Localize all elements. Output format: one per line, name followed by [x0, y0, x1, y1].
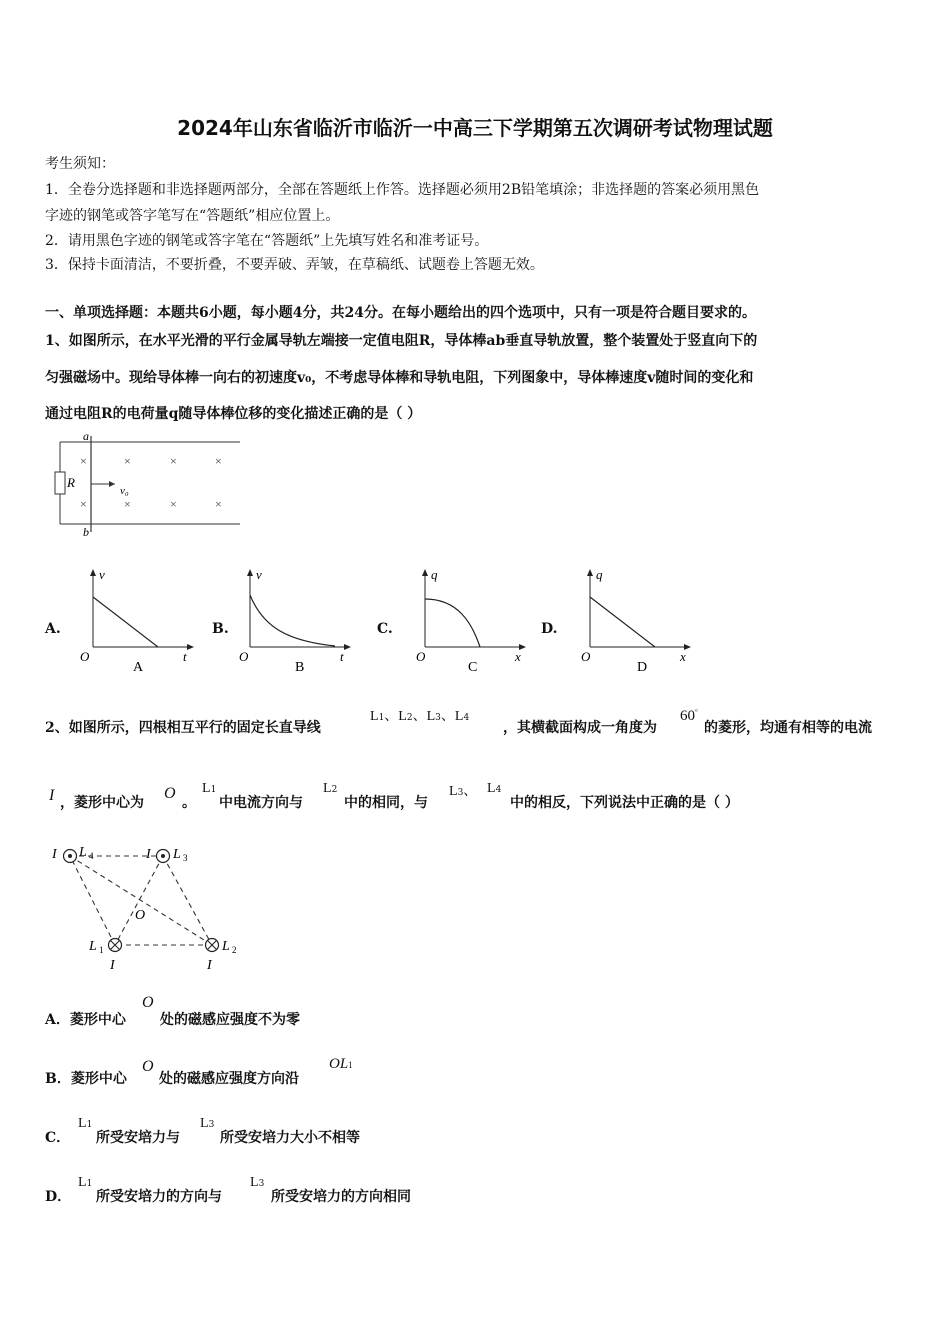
wire-label: L	[79, 845, 87, 860]
graph-curve	[250, 595, 335, 646]
wire-label-sub: 2	[232, 945, 237, 955]
wire-sub: 1	[86, 1120, 93, 1130]
direction-sub: 1	[348, 1060, 353, 1070]
q2-option-c: C．	[45, 1130, 71, 1146]
q1-option-a-letter: A.	[45, 621, 61, 637]
q2-line-2e: 中的相反，下列说法中正确的是（ ）	[510, 795, 739, 811]
graph-y-label: q	[596, 567, 603, 582]
rod-end-a: a	[83, 429, 89, 443]
field-cross: ×	[170, 454, 177, 468]
rhombus-diagonal	[70, 856, 212, 945]
rhombus-edge	[163, 856, 212, 945]
option-a-center-symbol: O	[142, 994, 154, 1011]
separator: 、	[384, 708, 399, 724]
graph-y-label: q	[431, 567, 438, 582]
angle-value	[680, 708, 698, 725]
q2-line-1a: 2、如图所示，四根相互平行的固定长直导线	[45, 720, 321, 736]
option-c-l3	[200, 1115, 214, 1132]
notice-item-1b: 字迹的钢笔或答字笔写在“答题纸”相应位置上。	[45, 208, 340, 224]
resistor-label: R	[67, 475, 75, 490]
wire-symbol: L	[78, 1175, 87, 1190]
option-b-direction	[329, 1056, 353, 1073]
notice-item-1a: 1．全卷分选择题和非选择题两部分，全部在答题纸上作答。选择题必须用2B铅笔填涂；非选择题的答案必须用黑色	[45, 182, 760, 198]
graph-origin: O	[80, 649, 90, 664]
graph-origin: O	[581, 649, 591, 664]
notice-heading: 考生须知：	[45, 156, 115, 172]
q2-line-2a: ，菱形中心为	[60, 795, 144, 811]
wire-l3-marker	[157, 850, 170, 863]
option-d-text-3: 所受安培力的方向相同	[271, 1189, 411, 1205]
resistor	[55, 472, 65, 494]
current-label: I	[146, 847, 151, 862]
wire-symbol: L	[449, 784, 458, 799]
q1-option-c-graph	[404, 565, 534, 680]
wire-l4: L	[454, 709, 464, 724]
option-b-text-1: B．菱形中心	[45, 1071, 127, 1087]
wire-l4-sub: 4	[463, 713, 470, 723]
option-c-text-2: 所受安培力与	[96, 1130, 180, 1146]
q1-line-2: 匀强磁场中。现给导体棒一向右的初速度v₀，不考虑导体棒和导轨电阻，下列图象中，导体棒速度v随时间的变化和	[45, 370, 754, 386]
wire-l4-marker	[64, 850, 77, 863]
wire-sub: 1	[210, 785, 217, 795]
graph-curve	[425, 599, 480, 647]
ref-l4	[487, 780, 501, 797]
graph-y-label: v	[99, 567, 105, 582]
wire-symbol: L	[200, 1116, 209, 1131]
wire-symbol: L	[250, 1175, 259, 1190]
option-d-l3	[250, 1174, 264, 1191]
wire-sub: 3	[258, 1179, 265, 1189]
direction-symbol: OL	[329, 1056, 349, 1072]
wire-label-sub: 3	[183, 853, 188, 863]
option-d-l1	[78, 1174, 92, 1191]
field-cross: ×	[170, 497, 177, 511]
graph-x-label: x	[515, 649, 521, 664]
q1-option-d-graph	[569, 565, 699, 680]
graph-x-label: x	[680, 649, 686, 664]
field-cross: ×	[124, 497, 131, 511]
wire-sub: 1	[86, 1179, 93, 1189]
notice-item-2: 2．请用黑色字迹的钢笔或答字笔在“答题纸”上先填写姓名和准考证号。	[45, 233, 489, 249]
graph-caption: A	[133, 660, 144, 675]
option-c-text-3: 所受安培力大小不相等	[220, 1130, 360, 1146]
q2-line-1c: 的菱形，均通有相等的电流	[704, 720, 872, 736]
wire-label: L	[222, 939, 230, 954]
velocity-label: v₀	[120, 485, 129, 497]
magnetic-field-marks	[80, 454, 222, 511]
q2-option-b	[45, 1068, 127, 1088]
angle-number: 60	[680, 708, 695, 724]
wire-l3-sub: 3	[435, 713, 441, 723]
wire-sub: 2	[331, 785, 338, 795]
q2-line-2c: 中电流方向与	[219, 795, 303, 811]
wire-sub: 3	[208, 1120, 215, 1130]
graph-y-label: v	[256, 567, 262, 582]
notice-item-3: 3．保持卡面清洁，不要折叠，不要弄破、弄皱，在草稿纸、试题卷上答题无效。	[45, 257, 544, 273]
wire-l2-marker	[206, 939, 219, 952]
current-label: I	[207, 958, 212, 973]
separator: 、	[463, 783, 478, 799]
wire-label: L	[173, 847, 181, 862]
center-symbol: O	[164, 785, 176, 802]
graph-x-label: t	[340, 649, 344, 664]
option-b-center-symbol: O	[142, 1058, 154, 1075]
wire-l2: L	[398, 709, 407, 724]
wire-label: L	[89, 939, 97, 954]
q2-line-1b: ，其横截面构成一角度为	[503, 720, 657, 736]
separator: 、	[412, 708, 427, 724]
graph-x-label: t	[183, 649, 187, 664]
wire-sub: 3	[457, 788, 464, 798]
field-cross: ×	[80, 497, 87, 511]
q1-line-3: 通过电阻R的电荷量q随导体棒位移的变化描述正确的是（ ）	[45, 406, 422, 422]
option-a-text-2: 处的磁感应强度不为零	[160, 1012, 300, 1028]
current-symbol: I	[49, 787, 55, 804]
q1-option-c-letter: C.	[377, 621, 393, 637]
wire-l1-sub: 1	[378, 713, 385, 723]
graph-caption: B	[295, 660, 305, 675]
q1-circuit-figure	[45, 428, 255, 543]
field-cross: ×	[80, 454, 87, 468]
wire-symbol: L	[323, 781, 332, 796]
option-a-text-1: A．菱形中心	[45, 1012, 126, 1028]
wire-l1-marker	[109, 939, 122, 952]
graph-caption: D	[637, 660, 648, 675]
wire-label-sub: 4	[89, 851, 94, 861]
rhombus-edge	[70, 856, 115, 945]
q1-option-a-graph	[72, 565, 202, 680]
current-label: I	[52, 847, 57, 862]
section-heading: 一、单项选择题：本题共6小题，每小题4分，共24分。在每小题给出的四个选项中，只有一项是符合题目要求的。	[45, 305, 756, 321]
ref-l2	[323, 780, 337, 797]
center-label: O	[135, 908, 146, 923]
wire-symbol: L	[78, 1116, 87, 1131]
current-label: I	[110, 958, 115, 973]
q2-option-d: D．	[45, 1189, 72, 1205]
field-cross: ×	[215, 497, 222, 511]
wire-symbol: L	[202, 781, 211, 796]
angle-degree: °	[695, 708, 698, 716]
graph-curve	[590, 597, 655, 647]
separator: 、	[440, 708, 455, 724]
q2-wire-list	[370, 705, 469, 725]
rhombus-diagonal	[115, 856, 163, 945]
q1-option-d-letter: D.	[541, 621, 558, 637]
wire-l1: L	[370, 709, 379, 724]
graph-curve	[93, 597, 158, 647]
graph-origin: O	[239, 649, 249, 664]
option-c-l1	[78, 1115, 92, 1132]
wire-label-sub: 1	[99, 945, 104, 955]
graph-origin: O	[416, 649, 426, 664]
wire-l2-sub: 2	[406, 713, 413, 723]
q2-line-2b: 。	[182, 795, 196, 811]
ref-l3	[449, 780, 477, 800]
page-title: 2024年山东省临沂市临沂一中高三下学期第五次调研考试物理试题	[177, 116, 773, 140]
q2-line-2d: 中的相同，与	[344, 795, 428, 811]
graph-caption: C	[468, 660, 478, 675]
q1-option-b-graph	[229, 565, 359, 680]
option-b-text-2: 处的磁感应强度方向沿	[159, 1071, 299, 1087]
q2-rhombus-figure	[45, 835, 255, 975]
ref-l1	[202, 780, 216, 797]
field-cross: ×	[215, 454, 222, 468]
q1-line-1: 1、如图所示，在水平光滑的平行金属导轨左端接一定值电阻R，导体棒ab垂直导轨放置，整个装置处于竖直向下的	[45, 333, 758, 349]
q1-option-b-letter: B.	[212, 621, 229, 637]
rod-end-b: b	[83, 525, 89, 539]
option-d-text-2: 所受安培力的方向与	[96, 1189, 222, 1205]
wire-l3: L	[426, 709, 436, 724]
wire-symbol: L	[487, 781, 496, 796]
field-cross: ×	[124, 454, 131, 468]
q2-option-a	[45, 1009, 126, 1029]
wire-sub: 4	[495, 785, 502, 795]
